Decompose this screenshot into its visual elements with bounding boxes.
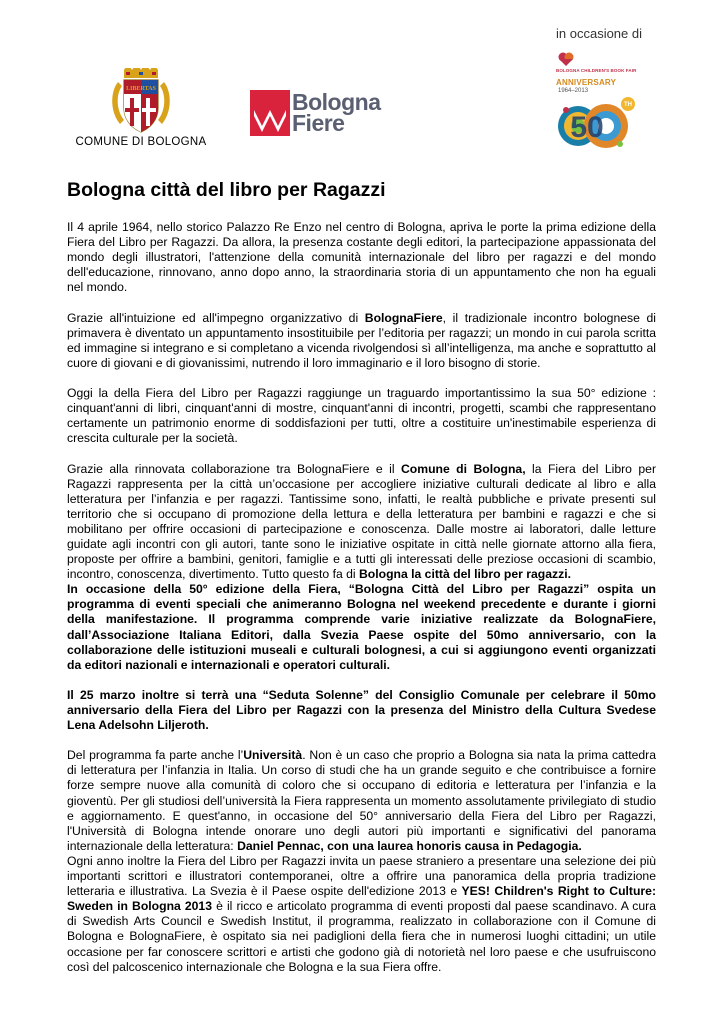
bolognafiere-mark-icon	[250, 90, 290, 136]
paragraph-5: In occasione della 50° edizione della Fiera, “Bologna Città del Libro per Ragazzi” ospita un programma di eventi speciali che animeranno Bologna nel weekend precedente e durante i giorni della manifestazione. Il programma comprende varie iniziative realizzate da BolognaFiere, dall’Associazione Italiana Editori, dalla Svezia Paese ospite del 50mo anniversario, con la collaborazione delle istituzioni museali e culturali bolognesi, a cui si aggiungono eventi organizzati da editori nazionali e internazionali e operatori culturali.	[67, 582, 656, 672]
paragraph-4: Grazie alla rinnovata collaborazione tra BolognaFiere e il Comune di Bologna, la Fiera del Libro per Ragazzi rappresenta per la città un’occasione per accogliere iniziative culturali dedicate al libro e alla letteratura per l’infanzia e per ragazzi. Tantissime sono, infatti, le realtà pubbliche e private presenti sul territorio che si occupano di promozione della lettura e della letteratura per bambini e ragazzi e che si mobilitano per offrire occasioni di partecipazione e conoscenza. Dalle mostre ai laboratori, dalle letture guidate agli incontri con gli autori, tante sono le iniziative ospitate in città nelle giornate attorno alla fiera, proposte per offrire a bambini, genitori, famiglie e a tutti gli interessati delle preziose occasioni di scambio, incontro, conoscenza, divertimento. Tutto questo fa di Bologna la città del libro per ragazzi.	[67, 461, 657, 582]
paragraph-7: Del programma fa parte anche l’Università. Non è un caso che proprio a Bologna sia nata la prima cattedra di letteratura per l’infanzia in Italia. Un corso di studi che ha un grande seguito e che contribuisce a fornire forze sempre nuove alla comunità di coloro che si occupano di editoria e letteratura per l’infanzia e la gioventù. Per gli studiosi dell’università la Fiera rappresenta un momento assolutamente privilegiato di studio e aggiornamento. E quest'anno, in occasione del 50° anniversario della Fiera del Libro per Ragazzi, l'Università di Bologna intende onorare uno degli autori più importanti e significativi del panorama internazionale della letteratura: Daniel Pennac, con una laurea honoris causa in Pedagogia.	[67, 748, 656, 853]
in-occasione-label: in occasione di	[556, 26, 642, 41]
bolognafiere-word-1: Bologna	[292, 89, 381, 115]
bolognafiere-word-2: Fiere	[292, 110, 345, 136]
fifty-emblem-icon	[556, 96, 636, 154]
fair-name: BOLOGNA CHILDREN'S BOOK FAIR	[556, 68, 637, 73]
bolognafiere-logo	[250, 90, 410, 138]
anniversary-label: ANNIVERSARY	[556, 78, 617, 87]
article-body	[67, 220, 656, 990]
paragraph-8: Ogni anno inoltre la Fiera del Libro per Ragazzi invita un paese straniero a presentare una selezione dei più importanti scrittori e illustratori contemporanei, oltre a offrire una panoramica della propria tradizione letteraria e illustrativa. La Svezia è il Paese ospite dell'edizione 2013 e YES! Children's Right to Culture: Sweden in Bologna 2013 è il ricco e articolato programma di eventi proposti dal paese scandinavo. A cura di Swedish Arts Council e Swedish Institut, il programma, realizzato in collaborazione con il Comune di Bologna e BolognaFiere, è ospitato sia nei padiglioni della fiera che in numerosi luoghi cittadini; un utile occasione per far conoscere scrittori e artisti che godono già di notorietà nel loro paese e che usufruiscono così del palcoscenico internazionale che Bologna e la sua Fiera offre.	[67, 853, 656, 974]
anniversary-years: 1964–2013	[558, 88, 589, 94]
comune-di-bologna-logo	[66, 68, 216, 153]
coat-of-arms-icon	[110, 68, 172, 134]
bologna-childrens-book-fair-logo	[556, 52, 636, 152]
paragraph-1: Il 4 aprile 1964, nello storico Palazzo Re Enzo nel centro di Bologna, apriva le porte la prima edizione della Fiera del Libro per Ragazzi. Da allora, la presenza costante degli editori, la partecipazione appassionata del mondo degli illustratori, l'attenzione della comunità internazionale del libro per ragazzi e del mondo dell'educazione, rinnovano, anno dopo anno, la straordinaria storia di un appuntamento che non ha eguali nel mondo.	[67, 220, 656, 295]
paragraph-2: Grazie all'intuizione ed all'impegno organizzativo di BolognaFiere, il tradizionale incontro bolognese di primavera è diventato un appuntamento insostituibile per l’editoria per ragazzi; un mondo in cui parola scritta ed immagine si integrano e si completano a vicenda rivolgendosi sì all’intelligenza, ma anche e soprattutto al cuore di giovani e di giovanissimi, nutrendo il loro immaginario e il loro bisogno di storie.	[67, 310, 656, 370]
letterhead	[0, 0, 725, 160]
paragraph-3: Oggi la della Fiera del Libro per Ragazzi raggiunge un traguardo importantissimo la sua 50° edizione : cinquant'anni di libri, cinquant'anni di mostre, cinquant'anni di incontri, progetti, scambi che rappresentano certamente un patrimonio enorme di soddisfazioni per tutti, oltre a costituire un'inestimabile esperienza di crescita culturale per la società.	[67, 386, 656, 446]
paragraph-6: Il 25 marzo inoltre si terrà una “Seduta Solenne” del Consiglio Comunale per celebrare il 50mo anniversario della Fiera del Libro per Ragazzi con la presenza del Ministro della Cultura Svedese Lena Adelsohn Liljeroth.	[67, 687, 656, 733]
th-label: TH	[624, 102, 632, 108]
svg-text:LIBERTAS: LIBERTAS	[126, 86, 156, 92]
comune-label: COMUNE DI BOLOGNA	[75, 136, 207, 148]
book-fair-heart-icon	[558, 52, 574, 66]
fifty-number: 50	[570, 111, 604, 144]
page-title: Bologna città del libro per Ragazzi	[67, 179, 386, 201]
